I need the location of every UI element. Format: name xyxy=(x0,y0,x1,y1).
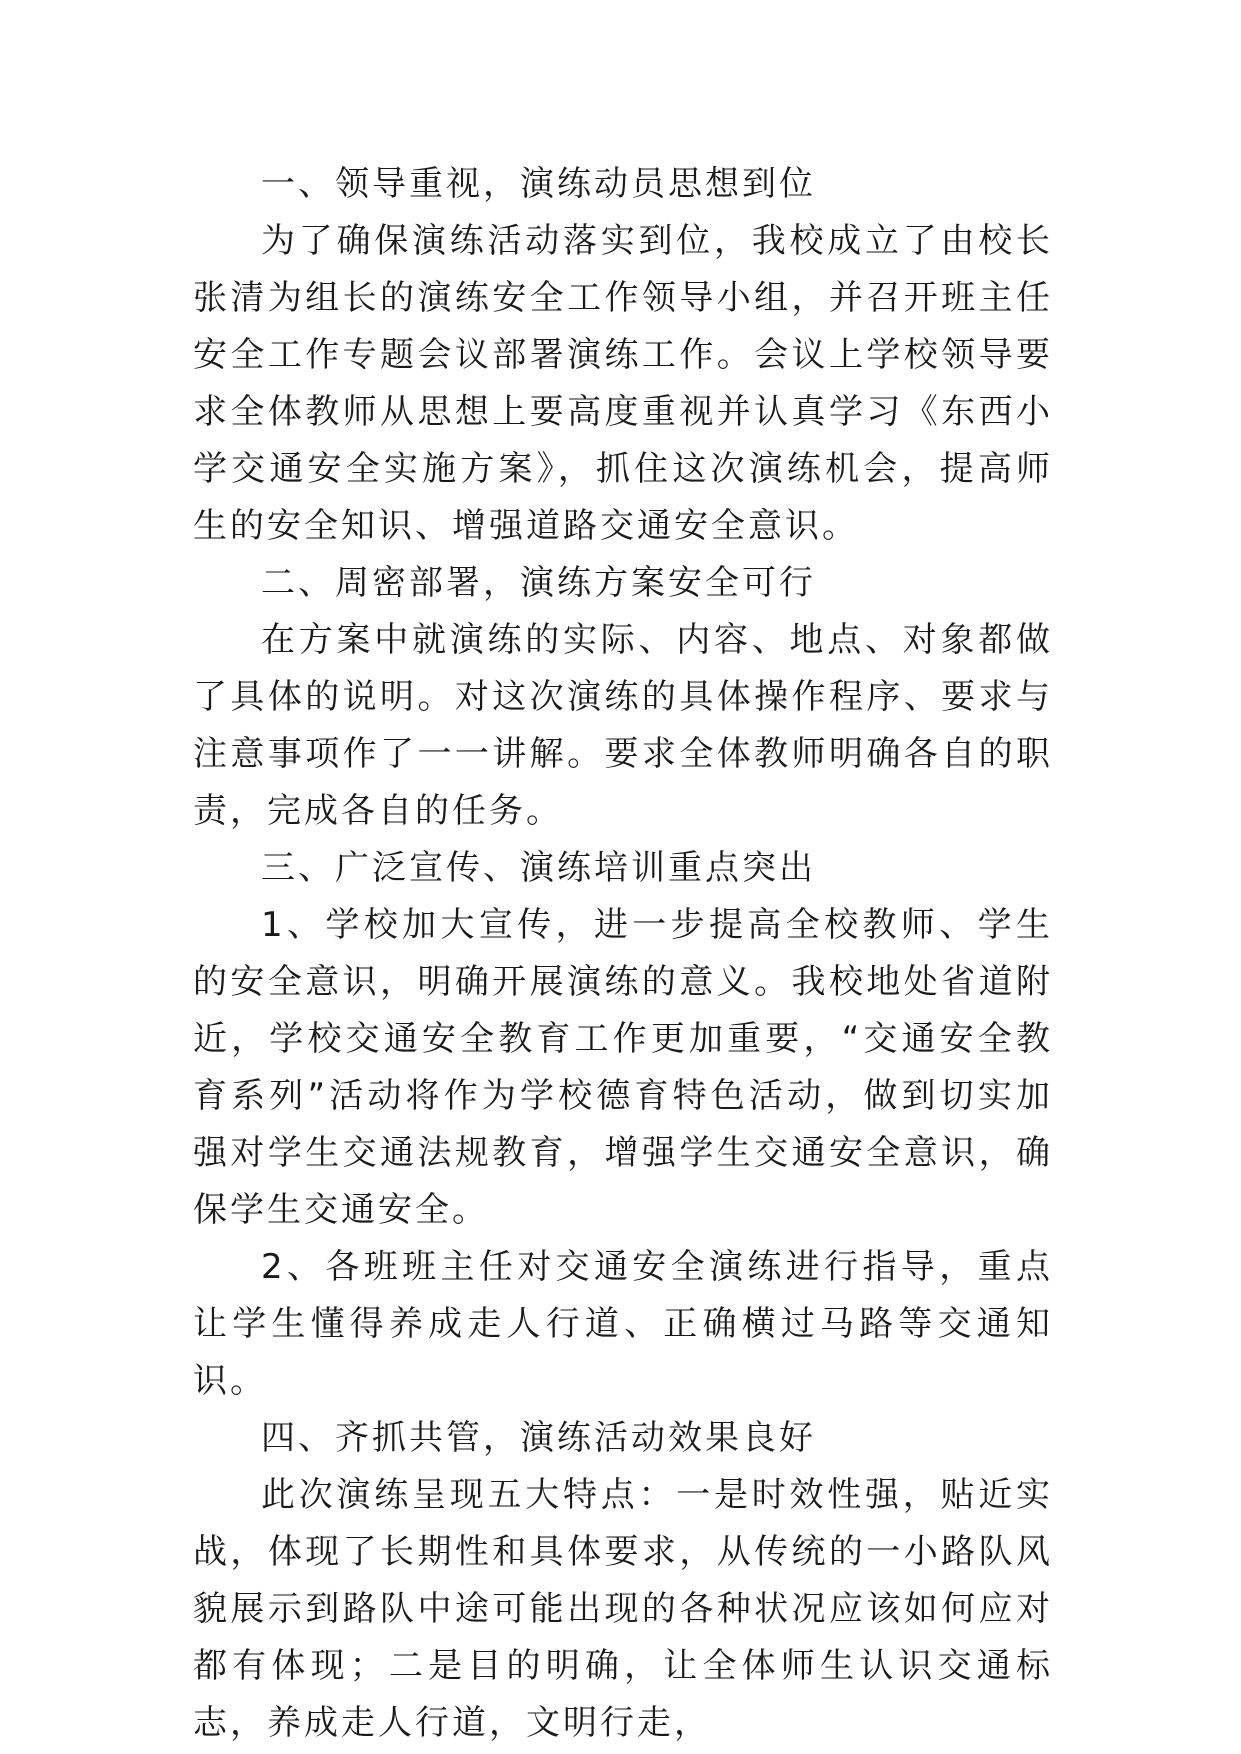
body-paragraph: 1、学校加大宣传，进一步提高全校教师、学生的安全意识，明确开展演练的意义。我校地处省道附近，学校交通安全教育工作更加重要，“交通安全教育系列”活动将作为学校德育特色活动，做到切实加强对学生交通法规教育，增强学生交通安全意识，确保学生交通安全。 xyxy=(193,905,1053,1230)
section-heading-4: 四、齐抓共管，演练活动效果良好 xyxy=(261,1418,816,1458)
body-paragraph: 此次演练呈现五大特点：一是时效性强，贴近实战，体现了长期性和具体要求，从传统的一小路队风貌展示到路队中途可能出现的各种状况应该如何应对都有体现；二是目的明确，让全体师生认识交通标志，养成走人行道，文明行走， xyxy=(193,1475,1053,1743)
section-heading-2: 二、周密部署，演练方案安全可行 xyxy=(261,563,816,603)
body-paragraph: 2、各班班主任对交通安全演练进行指导，重点让学生懂得养成走人行道、正确横过马路等交通知识。 xyxy=(193,1247,1053,1401)
body-paragraph: 在方案中就演练的实际、内容、地点、对象都做了具体的说明。对这次演练的具体操作程序、要求与注意事项作了一一讲解。要求全体教师明确各自的职责，完成各自的任务。 xyxy=(193,620,1053,831)
body-paragraph: 为了确保演练活动落实到位，我校成立了由校长张清为组长的演练安全工作领导小组，并召开班主任安全工作专题会议部署演练工作。会议上学校领导要求全体教师从思想上要高度重视并认真学习《东西小学交通安全实施方案》，抓住这次演练机会，提高师生的安全知识、增强道路交通安全意识。 xyxy=(193,221,1053,546)
section-heading-3: 三、广泛宣传、演练培训重点突出 xyxy=(261,848,816,888)
section-heading-1: 一、领导重视，演练动员思想到位 xyxy=(261,164,816,204)
document-body xyxy=(193,156,1053,1752)
